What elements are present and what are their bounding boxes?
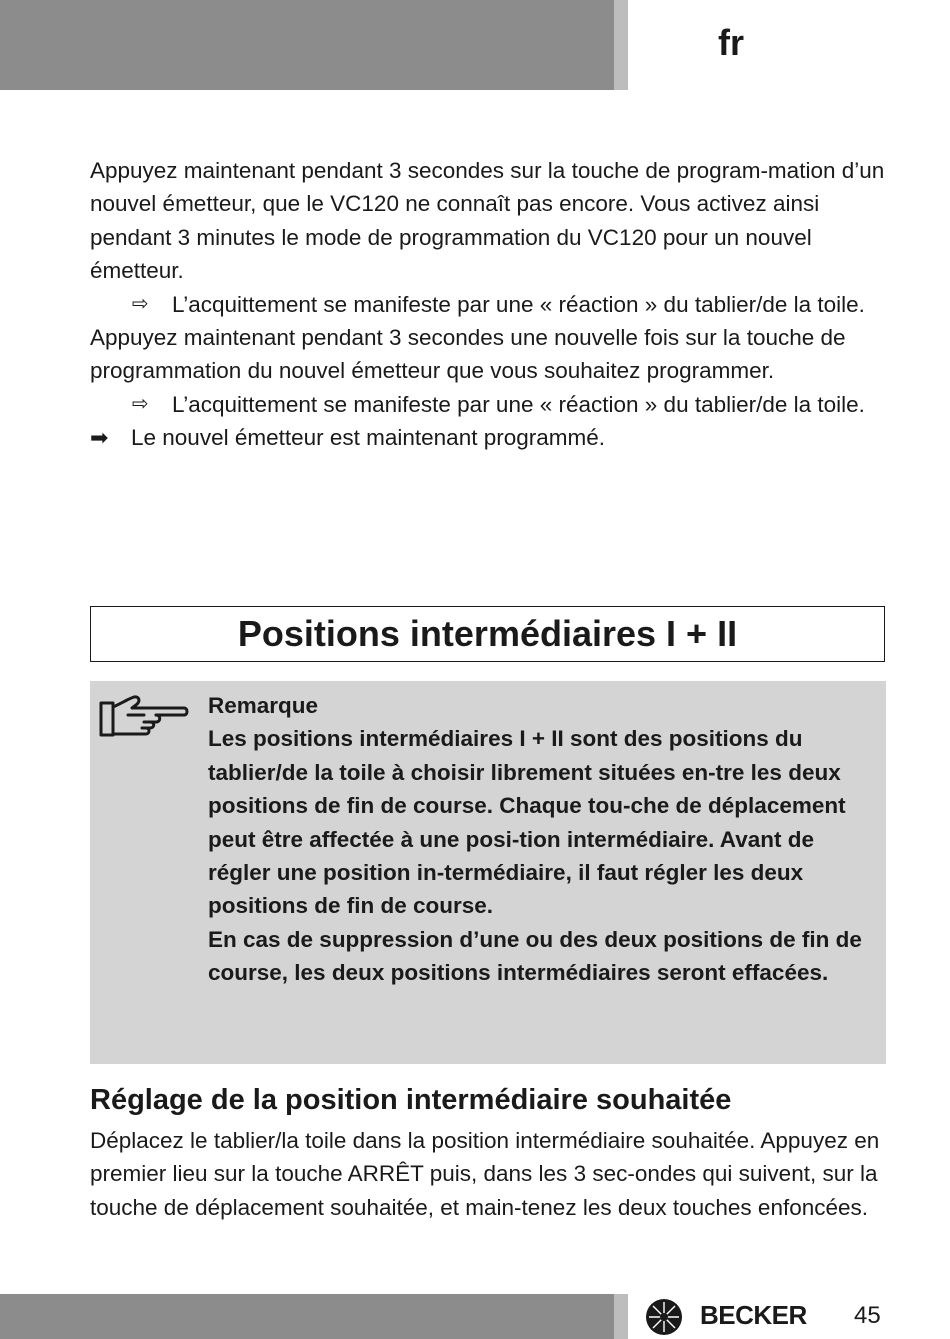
page-number: 45: [854, 1302, 881, 1329]
note-text: [208, 689, 880, 990]
result-text-2: L’acquittement se manifeste par une « réaction » du tablier/de la toile.: [172, 391, 865, 417]
pointing-hand-icon: [98, 693, 190, 741]
intro-section: [90, 154, 890, 455]
language-label: fr: [718, 22, 744, 63]
result-text-1: L’acquittement se manifeste par une « réaction » du tablier/de la toile.: [172, 291, 865, 317]
result-item-1: [90, 288, 890, 321]
note-paragraph-2: En cas de suppression d’une ou des deux positions de fin de course, les deux positions intermédiaires seront effacées.: [208, 926, 862, 986]
subsection-title: Réglage de la position intermédiaire souhaitée: [90, 1084, 732, 1116]
header-bar-edge: [614, 0, 628, 90]
brand-logo-text: BECKER: [700, 1300, 807, 1330]
solid-arrow-icon: ➡: [90, 425, 109, 451]
becker-logo-icon: [645, 1298, 683, 1336]
section-title: Positions intermédiaires I + II: [90, 606, 885, 662]
intro-paragraph-1: Appuyez maintenant pendant 3 secondes sur la touche de program-mation d’un nouvel émetteur, que le VC120 ne connaît pas encore. Vous activez ainsi pendant 3 minutes le mode de programmation du VC120 pour un nouvel émetteur.: [90, 158, 885, 284]
note-box: [90, 681, 886, 1064]
hollow-arrow-icon: ⇨: [132, 392, 149, 415]
final-result: [90, 421, 890, 454]
intro-paragraph-2: Appuyez maintenant pendant 3 secondes une nouvelle fois sur la touche de programmation du nouvel émetteur que vous souhaitez programmer.: [90, 325, 846, 384]
result-item-2: [90, 388, 890, 421]
note-paragraph-1: Les positions intermédiaires I + II sont des positions du tablier/de la toile à choisir librement situées en-tre les deux positions de fin de course. Chaque tou-che de déplacement peut être affectée à une posi-tion intermédiaire. Avant de régler une position in-termédiaire, il faut régler les deux positions de fin de course.: [208, 726, 846, 919]
subsection-paragraph: Déplacez le tablier/la toile dans la position intermédiaire souhaitée. Appuyez en premier lieu sur la touche ARRÊT puis, dans les 3 sec-ondes qui suivent, sur la touche de déplacement souhaitée, et main-tenez les deux touches enfoncées.: [90, 1128, 880, 1220]
footer-bar-edge: [614, 1294, 628, 1339]
header-bar: [0, 0, 614, 90]
hollow-arrow-icon: ⇨: [132, 292, 149, 315]
final-result-text: Le nouvel émetteur est maintenant programmé.: [131, 425, 606, 451]
footer-bar: [0, 1294, 614, 1339]
note-title: Remarque: [208, 693, 319, 718]
